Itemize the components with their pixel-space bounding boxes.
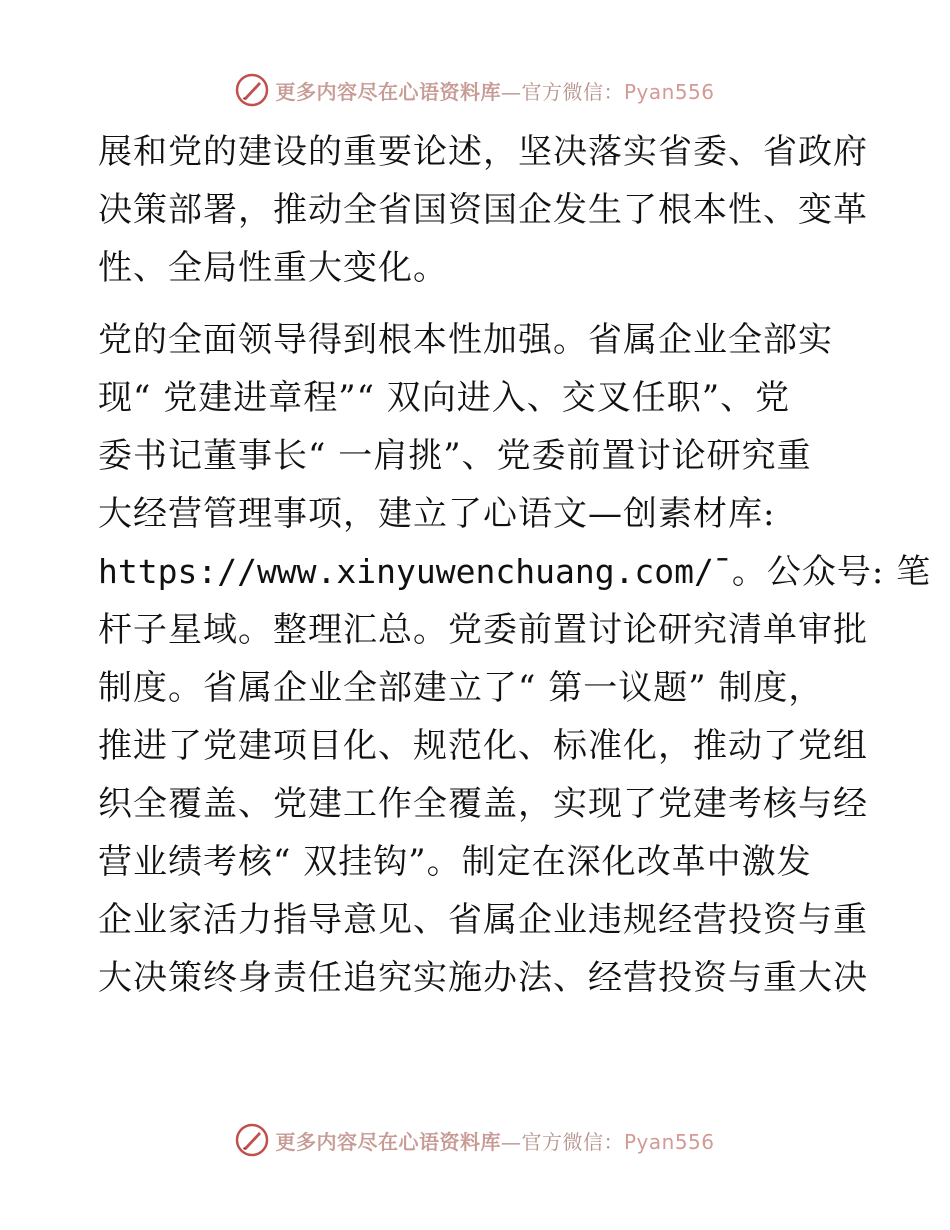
text-line: 织全覆盖、党建工作全覆盖，实现了党建考核与经	[98, 784, 868, 824]
text-line: 委书记董事长“ 一肩挑”、党委前置讨论研究重	[98, 436, 812, 476]
url-line-tail: ¯。公众号: 笔	[713, 552, 932, 592]
paragraph-2	[98, 311, 932, 1007]
text-line: 大经营管理事项，建立了心语文—创素材库:	[98, 494, 776, 534]
banner-wechat-handle: Pyan556	[623, 1129, 715, 1154]
banner-separator: —	[500, 79, 522, 104]
text-line: 营业绩考核“ 双挂钩”。制定在深化改革中激发	[98, 842, 812, 882]
banner-text	[275, 76, 714, 105]
banner-separator: —	[500, 1129, 522, 1154]
footer-banner	[0, 1120, 950, 1160]
paragraph-1	[98, 123, 868, 297]
url-line	[98, 543, 932, 601]
banner-text	[275, 1126, 714, 1155]
banner-inner	[235, 1120, 714, 1160]
banner-wechat-handle: Pyan556	[623, 79, 715, 104]
banner-wechat-label: 官方微信：	[521, 79, 624, 104]
text-line: 杆子星域。整理汇总。党委前置讨论研究清单审批	[98, 610, 868, 650]
text-line: 党的全面领导得到根本性加强。省属企业全部实	[98, 320, 833, 360]
banner-main-text: 更多内容尽在心语资料库	[275, 79, 501, 104]
text-line: 现“ 党建进章程”“ 双向进入、交叉任职”、党	[98, 378, 791, 418]
text-line: 推进了党建项目化、规范化、标准化，推动了党组	[98, 726, 868, 766]
banner-wechat-label: 官方微信：	[521, 1129, 624, 1154]
paragraph-gap	[98, 297, 858, 311]
quill-pen-icon	[235, 73, 269, 107]
text-line: 大决策终身责任追究实施办法、经营投资与重大决	[98, 958, 868, 998]
text-line: 展和党的建设的重要论述，坚决落实省委、省政府	[98, 132, 868, 172]
banner-main-text: 更多内容尽在心语资料库	[275, 1129, 501, 1154]
url-text: https://www.xinyuwenchuang.com/	[98, 552, 714, 591]
quill-pen-icon	[235, 1123, 269, 1157]
text-line: 决策部署，推动全省国资国企发生了根本性、变革	[98, 190, 868, 230]
text-line: 制度。省属企业全部建立了“ 第一议题” 制度，	[98, 668, 824, 708]
document-body	[98, 123, 932, 1007]
banner-inner	[235, 70, 714, 110]
text-line: 企业家活力指导意见、省属企业违规经营投资与重	[98, 900, 868, 940]
text-line: 性、全局性重大变化。	[98, 248, 448, 288]
header-banner	[0, 70, 950, 110]
